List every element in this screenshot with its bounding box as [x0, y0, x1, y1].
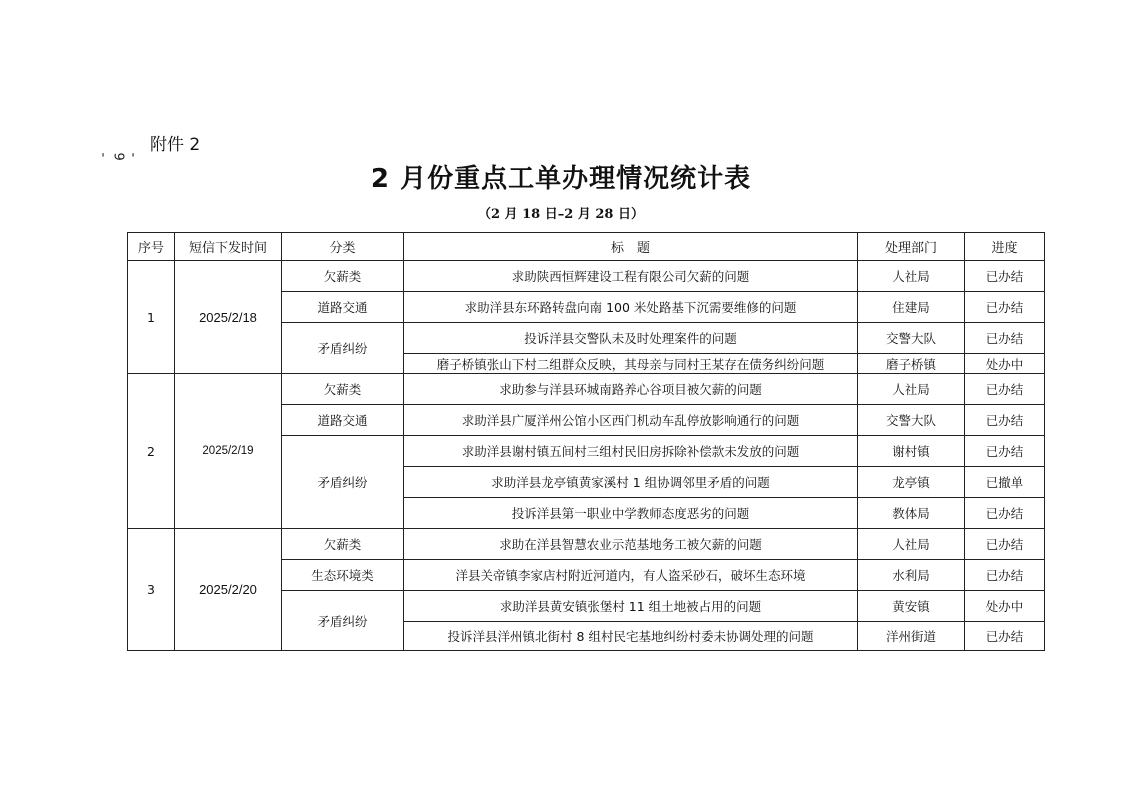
- page-number: - 9 -: [95, 152, 141, 165]
- progress-cell: 已办结: [965, 374, 1045, 405]
- subject-cell: 求助洋县谢村镇五间村三组村民旧房拆除补偿款未发放的问题: [404, 436, 858, 467]
- progress-cell: 已办结: [965, 622, 1045, 651]
- table-row: [128, 374, 1045, 405]
- progress-cell: 已办结: [965, 436, 1045, 467]
- category-cell: 道路交通: [282, 292, 404, 323]
- progress-cell: 处办中: [965, 591, 1045, 622]
- seq-cell: 1: [128, 261, 175, 374]
- progress-cell: 处办中: [965, 354, 1045, 374]
- category-cell: 矛盾纠纷: [282, 591, 404, 651]
- subject-cell: 投诉洋县洋州镇北街村 8 组村民宅基地纠纷村委未协调处理的问题: [404, 622, 858, 651]
- progress-cell: 已办结: [965, 405, 1045, 436]
- header-category: 分类: [282, 233, 404, 261]
- date-cell: 2025/2/18: [175, 261, 282, 374]
- subject-cell: 求助在洋县智慧农业示范基地务工被欠薪的问题: [404, 529, 858, 560]
- dept-cell: 人社局: [858, 374, 965, 405]
- category-cell: 道路交通: [282, 405, 404, 436]
- dept-cell: 交警大队: [858, 323, 965, 354]
- progress-cell: 已办结: [965, 261, 1045, 292]
- date-cell: 2025/2/20: [175, 529, 282, 651]
- subject-cell: 磨子桥镇张山下村二组群众反映，其母亲与同村王某存在债务纠纷问题: [404, 354, 858, 374]
- category-cell: 矛盾纠纷: [282, 323, 404, 374]
- table-header-row: [128, 233, 1045, 261]
- progress-cell: 已办结: [965, 560, 1045, 591]
- progress-cell: 已办结: [965, 292, 1045, 323]
- subject-cell: 求助洋县龙亭镇黄家溪村 1 组协调邻里矛盾的问题: [404, 467, 858, 498]
- date-cell: 2025/2/19: [175, 374, 282, 529]
- header-dept: 处理部门: [858, 233, 965, 261]
- progress-cell: 已办结: [965, 323, 1045, 354]
- header-sms-time: 短信下发时间: [175, 233, 282, 261]
- page-title: 2 月份重点工单办理情况统计表: [370, 164, 752, 194]
- dept-cell: 教体局: [858, 498, 965, 529]
- subject-cell: 投诉洋县第一职业中学教师态度恶劣的问题: [404, 498, 858, 529]
- header-progress: 进度: [965, 233, 1045, 261]
- progress-cell: 已办结: [965, 498, 1045, 529]
- header-subject: 标 题: [404, 233, 858, 261]
- subject-cell: 洋县关帝镇李家店村附近河道内，有人盗采砂石，破坏生态环境: [404, 560, 858, 591]
- subject-cell: 求助洋县东环路转盘向南 100 米处路基下沉需要维修的问题: [404, 292, 858, 323]
- category-cell: 生态环境类: [282, 560, 404, 591]
- progress-cell: 已撤单: [965, 467, 1045, 498]
- dept-cell: 水利局: [858, 560, 965, 591]
- dept-cell: 谢村镇: [858, 436, 965, 467]
- subject-cell: 求助洋县黄安镇张堡村 11 组土地被占用的问题: [404, 591, 858, 622]
- header-seq: 序号: [128, 233, 175, 261]
- dept-cell: 人社局: [858, 261, 965, 292]
- category-cell: 矛盾纠纷: [282, 436, 404, 529]
- subject-cell: 求助参与洋县环城南路养心谷项目被欠薪的问题: [404, 374, 858, 405]
- category-cell: 欠薪类: [282, 374, 404, 405]
- table-row: [128, 529, 1045, 560]
- attachment-label: 附件 2: [150, 135, 201, 155]
- date-range-subtitle: （2 月 18 日–2 月 28 日）: [478, 207, 644, 222]
- category-cell: 欠薪类: [282, 261, 404, 292]
- dept-cell: 黄安镇: [858, 591, 965, 622]
- progress-cell: 已办结: [965, 529, 1045, 560]
- dept-cell: 人社局: [858, 529, 965, 560]
- dept-cell: 磨子桥镇: [858, 354, 965, 374]
- table-row: [128, 261, 1045, 292]
- category-cell: 欠薪类: [282, 529, 404, 560]
- subject-cell: 求助洋县广厦洋州公馆小区西门机动车乱停放影响通行的问题: [404, 405, 858, 436]
- dept-cell: 交警大队: [858, 405, 965, 436]
- subject-cell: 求助陕西恒辉建设工程有限公司欠薪的问题: [404, 261, 858, 292]
- dept-cell: 龙亭镇: [858, 467, 965, 498]
- seq-cell: 2: [128, 374, 175, 529]
- dept-cell: 洋州街道: [858, 622, 965, 651]
- seq-cell: 3: [128, 529, 175, 651]
- dept-cell: 住建局: [858, 292, 965, 323]
- work-order-table: [127, 232, 1045, 651]
- subject-cell: 投诉洋县交警队未及时处理案件的问题: [404, 323, 858, 354]
